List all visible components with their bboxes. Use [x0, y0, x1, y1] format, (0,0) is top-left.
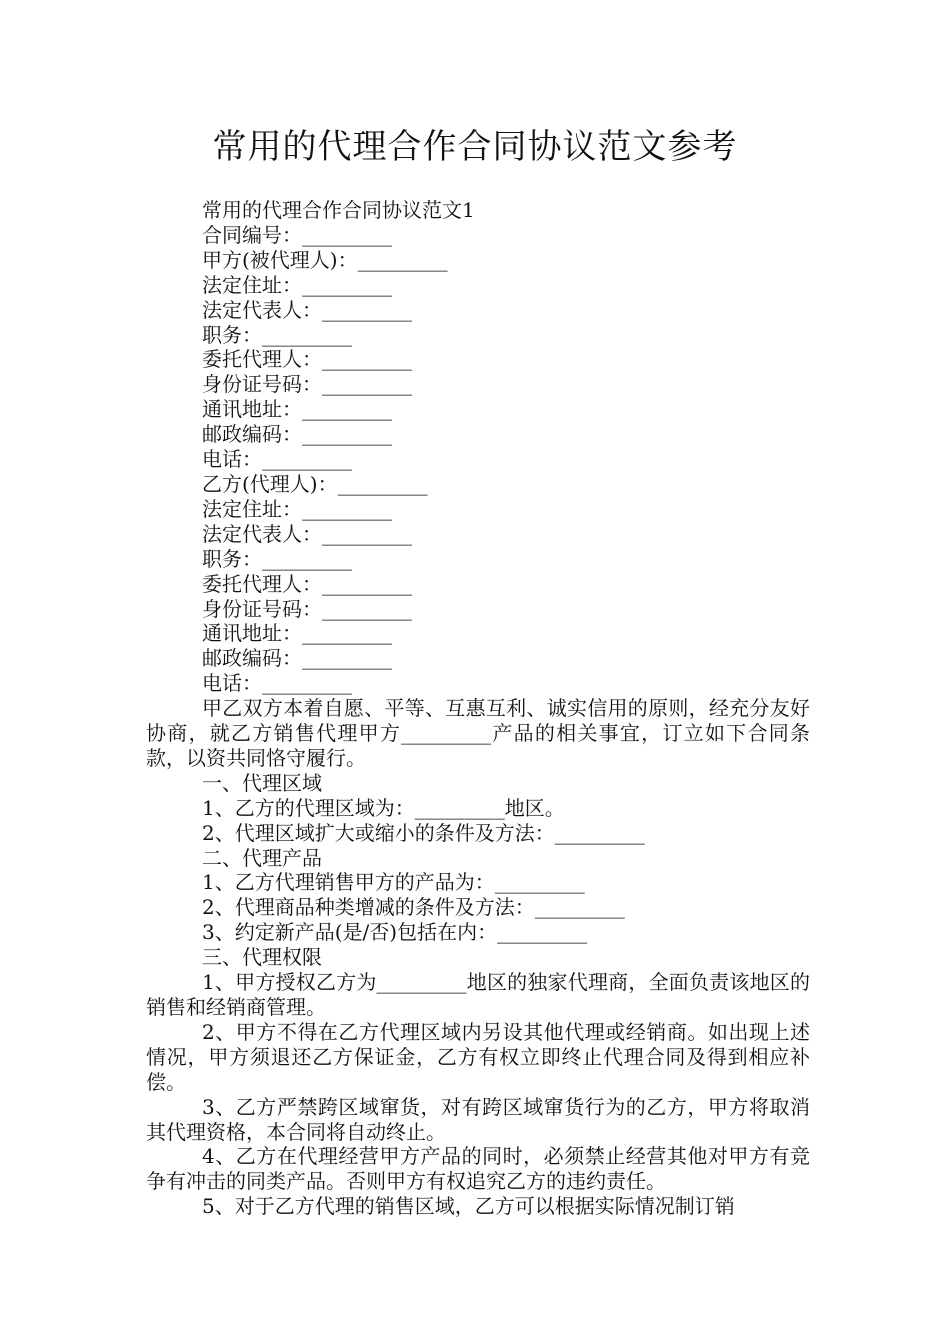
contract-number-line: 合同编号：_________ — [202, 222, 392, 247]
document-title: 常用的代理合作合同协议范文参考 — [212, 127, 738, 167]
party-a-id-line: 身份证号码：_________ — [202, 372, 412, 397]
preamble-paragraph: 甲乙双方本着自愿、平等、互惠互利、诚实信用的原则，经充分友好协商，就乙方销售代理甲方_________产品的相关事宜，订立如下合同条款，以资共同恪守履行。 — [146, 696, 810, 770]
party-a-representative-line: 法定代表人：_________ — [202, 297, 412, 322]
section-heading-authority: 三、代理权限 — [202, 945, 322, 970]
document-body — [146, 198, 810, 1219]
party-b-phone-line: 电话：_________ — [202, 671, 352, 696]
clause-paragraph: 3、约定新产品(是/否)包括在内：_________ — [202, 920, 588, 945]
party-b-address-line: 法定住址：_________ — [202, 496, 392, 521]
clause-paragraph: 1、乙方代理销售甲方的产品为：_________ — [202, 870, 585, 895]
party-b-postcode-line: 邮政编码：_________ — [202, 646, 392, 671]
clause-paragraph: 2、代理区域扩大或缩小的条件及方法：_________ — [202, 820, 645, 845]
section-heading-products: 二、代理产品 — [202, 845, 322, 870]
party-a-line: 甲方(被代理人)：_________ — [202, 247, 448, 272]
party-a-agent-line: 委托代理人：_________ — [202, 347, 412, 372]
party-a-position-line: 职务：_________ — [202, 322, 352, 347]
party-b-representative-line: 法定代表人：_________ — [202, 521, 412, 546]
clause-paragraph: 1、乙方的代理区域为：_________地区。 — [202, 795, 565, 820]
clause-paragraph: 2、代理商品种类增减的条件及方法：_________ — [202, 895, 625, 920]
clause-paragraph: 2、甲方不得在乙方代理区域内另设其他代理或经销商。如出现上述情况，甲方须退还乙方保证金，乙方有权立即终止代理合同及得到相应补偿。 — [146, 1019, 810, 1094]
party-a-phone-line: 电话：_________ — [202, 447, 352, 472]
clause-paragraph: 4、乙方在代理经营甲方产品的同时，必须禁止经营其他对甲方有竞争有冲击的同类产品。否则甲方有权追究乙方的违约责任。 — [146, 1144, 810, 1194]
clause-paragraph: 3、乙方严禁跨区域窜货，对有跨区域窜货行为的乙方，甲方将取消其代理资格，本合同将自动终止。 — [146, 1094, 810, 1144]
party-a-postcode-line: 邮政编码：_________ — [202, 422, 392, 447]
party-a-address-line: 法定住址：_________ — [202, 272, 392, 297]
clause-paragraph: 5、对于乙方代理的销售区域，乙方可以根据实际情况制订销 — [202, 1194, 735, 1219]
section-heading-region: 一、代理区域 — [202, 770, 322, 795]
party-b-line: 乙方(代理人)：_________ — [202, 471, 428, 496]
party-a-mail-address-line: 通讯地址：_________ — [202, 397, 392, 422]
party-b-agent-line: 委托代理人：_________ — [202, 571, 412, 596]
party-b-mail-address-line: 通讯地址：_________ — [202, 621, 392, 646]
section-heading: 常用的代理合作合同协议范文1 — [202, 198, 475, 222]
party-b-position-line: 职务：_________ — [202, 546, 352, 571]
party-b-id-line: 身份证号码：_________ — [202, 596, 412, 621]
clause-paragraph: 1、甲方授权乙方为_________地区的独家代理商，全面负责该地区的销售和经销商管理。 — [146, 970, 810, 1019]
